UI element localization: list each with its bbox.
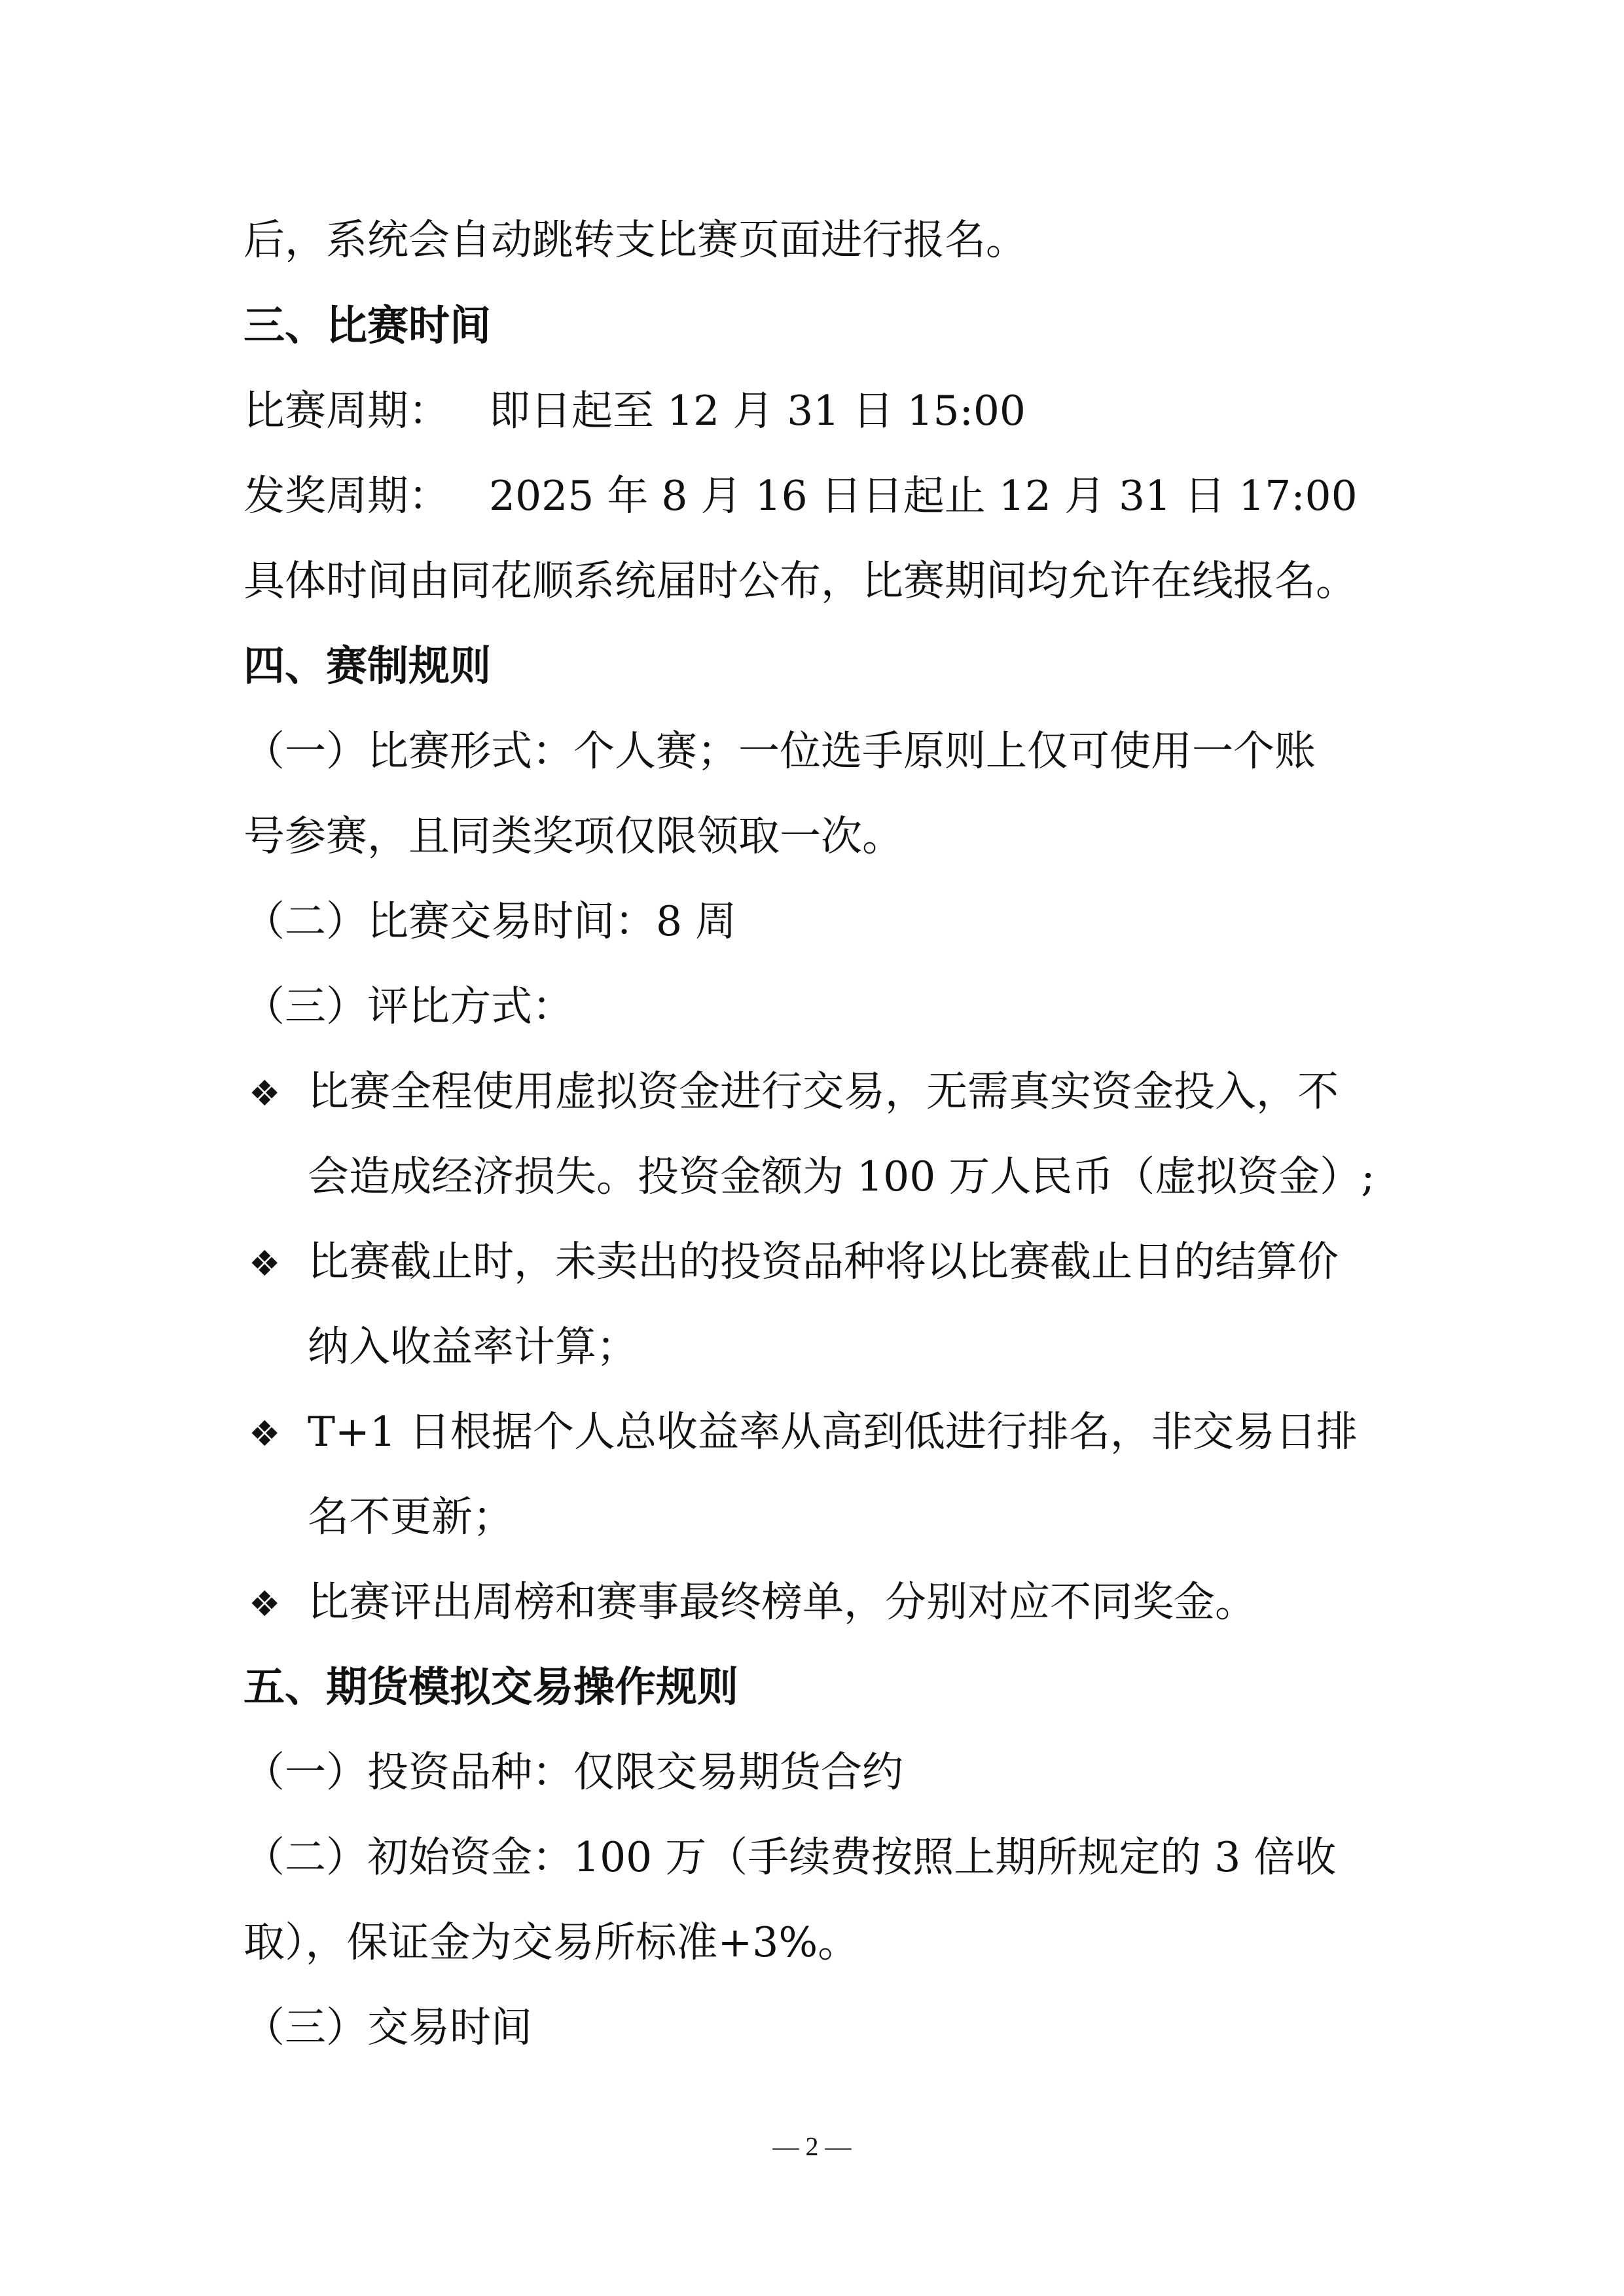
- rule-item-3: （三）评比方式：: [244, 982, 573, 1030]
- trading-rule-2: （二）初始资金：100 万（手续费按照上期所规定的 3 倍收: [244, 1833, 1337, 1881]
- bullet-item-1-continued: 会造成经济损失。投资金额为 100 万人民币（虚拟资金）;: [308, 1153, 1375, 1200]
- bullet-text: 比赛全程使用虚拟资金进行交易，无需真实资金投入，不: [308, 1067, 1339, 1115]
- trading-rule-2-continued: 取），保证金为交易所标准+3%。: [244, 1918, 859, 1966]
- bullet-item-1: [249, 1066, 1420, 1120]
- section-heading-3: 三、比赛时间: [244, 302, 491, 350]
- bullet-item-3: [249, 1406, 1420, 1460]
- rule-item-1: （一）比赛形式：个人赛；一位选手原则上仅可使用一个账: [244, 727, 1316, 775]
- award-period-label: 发奖周期：: [244, 472, 450, 520]
- diamond-bullet-icon: ❖: [249, 1413, 281, 1454]
- bullet-item-4: [249, 1576, 1420, 1630]
- paragraph-line: 后，系统会自动跳转支比赛页面进行报名。: [244, 216, 1027, 264]
- paragraph-line: 具体时间由同花顺系统届时公布，比赛期间均允许在线报名。: [244, 557, 1357, 605]
- bullet-text: 比赛截止时，未卖出的投资品种将以比赛截止日的结算价: [308, 1238, 1339, 1285]
- section-heading-5: 五、期货模拟交易操作规则: [244, 1663, 738, 1711]
- bullet-item-2: [249, 1236, 1420, 1290]
- diamond-bullet-icon: ❖: [249, 1243, 281, 1284]
- rule-item-2: （二）比赛交易时间：8 周: [244, 897, 737, 945]
- rule-item-1-continued: 号参赛，且同类奖项仅限领取一次。: [244, 812, 903, 860]
- competition-period-value: 即日起至 12 月 31 日 15:00: [489, 387, 1026, 435]
- trading-rule-1: （一）投资品种：仅限交易期货合约: [244, 1748, 903, 1796]
- award-period-value: 2025 年 8 月 16 日日起止 12 月 31 日 17:00: [489, 472, 1358, 520]
- section-heading-4: 四、赛制规则: [244, 642, 491, 690]
- award-period-line: [244, 470, 1415, 522]
- diamond-bullet-icon: ❖: [249, 1073, 281, 1114]
- bullet-item-2-continued: 纳入收益率计算；: [308, 1323, 638, 1371]
- diamond-bullet-icon: ❖: [249, 1583, 281, 1624]
- trading-rule-3: （三）交易时间: [244, 2003, 532, 2051]
- bullet-text: T+1 日根据个人总收益率从高到低进行排名，非交易日排: [308, 1408, 1358, 1456]
- bullet-text: 比赛评出周榜和赛事最终榜单，分别对应不同奖金。: [308, 1578, 1256, 1626]
- page-number: — 2 —: [772, 2132, 852, 2161]
- bullet-item-3-continued: 名不更新；: [308, 1493, 514, 1541]
- competition-period-line: [244, 385, 1415, 437]
- competition-period-label: 比赛周期：: [244, 387, 450, 435]
